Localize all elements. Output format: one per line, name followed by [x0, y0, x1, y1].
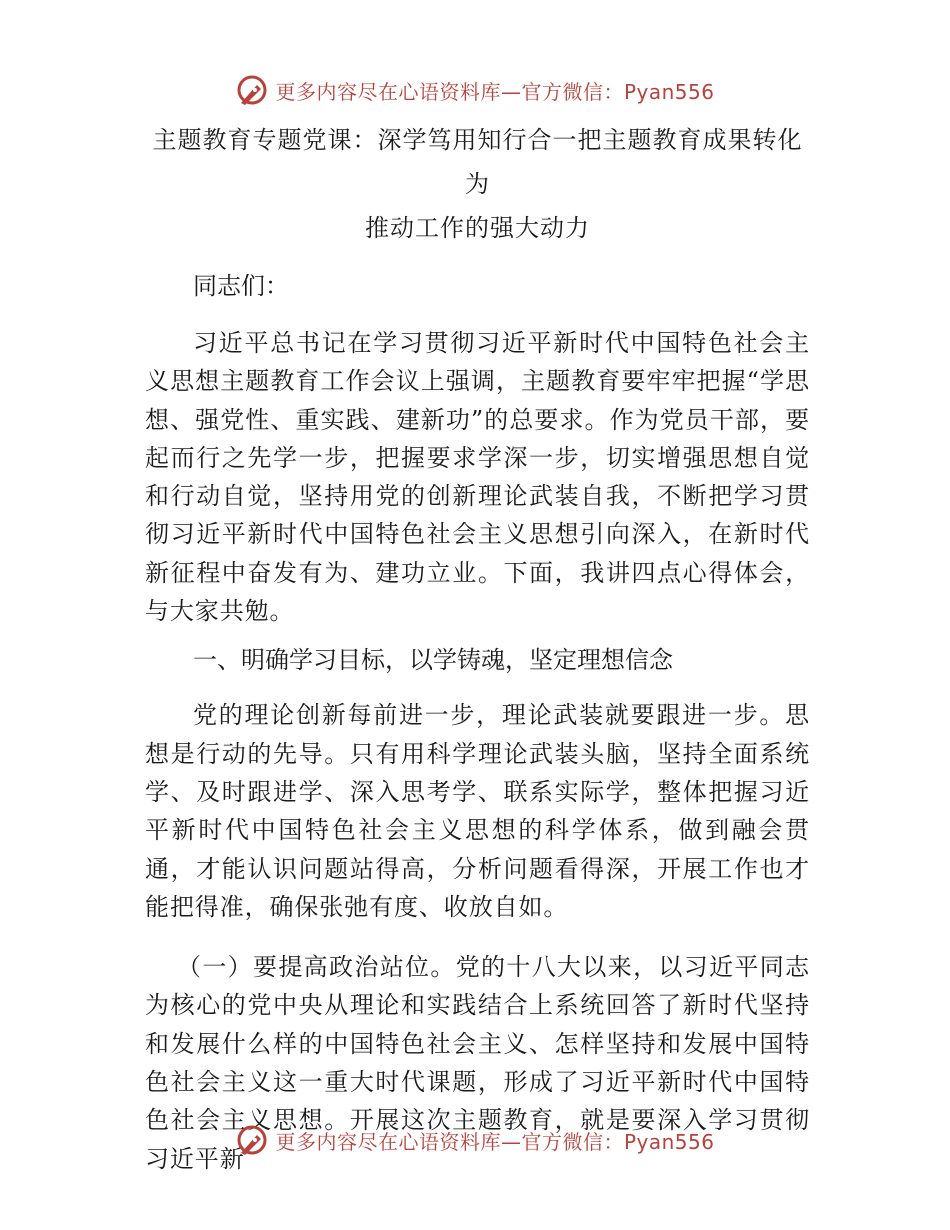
watermark-banner-top — [0, 70, 950, 110]
watermark-text: 更多内容尽在心语资料库—官方微信：Pyan556 — [275, 79, 715, 104]
paragraph-2: 党的理论创新每前进一步，理论武装就要跟进一步。思想是行动的先导。只有用科学理论武装头脑，坚持全面系统学、及时跟进学、深入思考学、联系实际学，整体把握习近平新时代中国特色社会主义思想的科学体系，做到融会贯通，才能认识问题站得高，分析问题看得深，开展工作也才能把得准，确保张弛有度、收放自如。 — [145, 701, 810, 921]
paragraph-3: （一）要提高政治站位。党的十八大以来，以习近平同志为核心的党中央从理论和实践结合上系统回答了新时代坚持和发展什么样的中国特色社会主义、怎样坚持和发展中国特色社会主义这一重大时代课题，形成了习近平新时代中国特色社会主义思想。开展这次主题教育，就是要深入学习贯彻习近平新 — [145, 953, 810, 1173]
watermark-banner-bottom — [0, 1120, 950, 1160]
title-line-1: 主题教育专题党课：深学笃用知行合一把主题教育成果转化为 — [152, 126, 803, 198]
pen-nib-circle-icon — [235, 73, 269, 107]
section-heading-1: 一、明确学习目标，以学铸魂，坚定理想信念 — [193, 646, 673, 675]
document-body — [145, 118, 810, 1178]
title-line-2: 推动工作的强大动力 — [365, 214, 590, 242]
watermark-text: 更多内容尽在心语资料库—官方微信：Pyan556 — [275, 1129, 715, 1154]
document-title — [145, 118, 810, 250]
paragraph-1: 习近平总书记在学习贯彻习近平新时代中国特色社会主义思想主题教育工作会议上强调，主题教育要牢牢把握“学思想、强党性、重实践、建新功”的总要求。作为党员干部，要起而行之先学一步，把握要求学深一步，切实增强思想自觉和行动自觉，坚持用党的创新理论武装自我，不断把学习贯彻习近平新时代中国特色社会主义思想引向深入，在新时代新征程中奋发有为、建功立业。下面，我讲四点心得体会，与大家共勉。 — [145, 329, 810, 626]
pen-nib-circle-icon — [235, 1123, 269, 1157]
greeting: 同志们： — [193, 272, 289, 300]
